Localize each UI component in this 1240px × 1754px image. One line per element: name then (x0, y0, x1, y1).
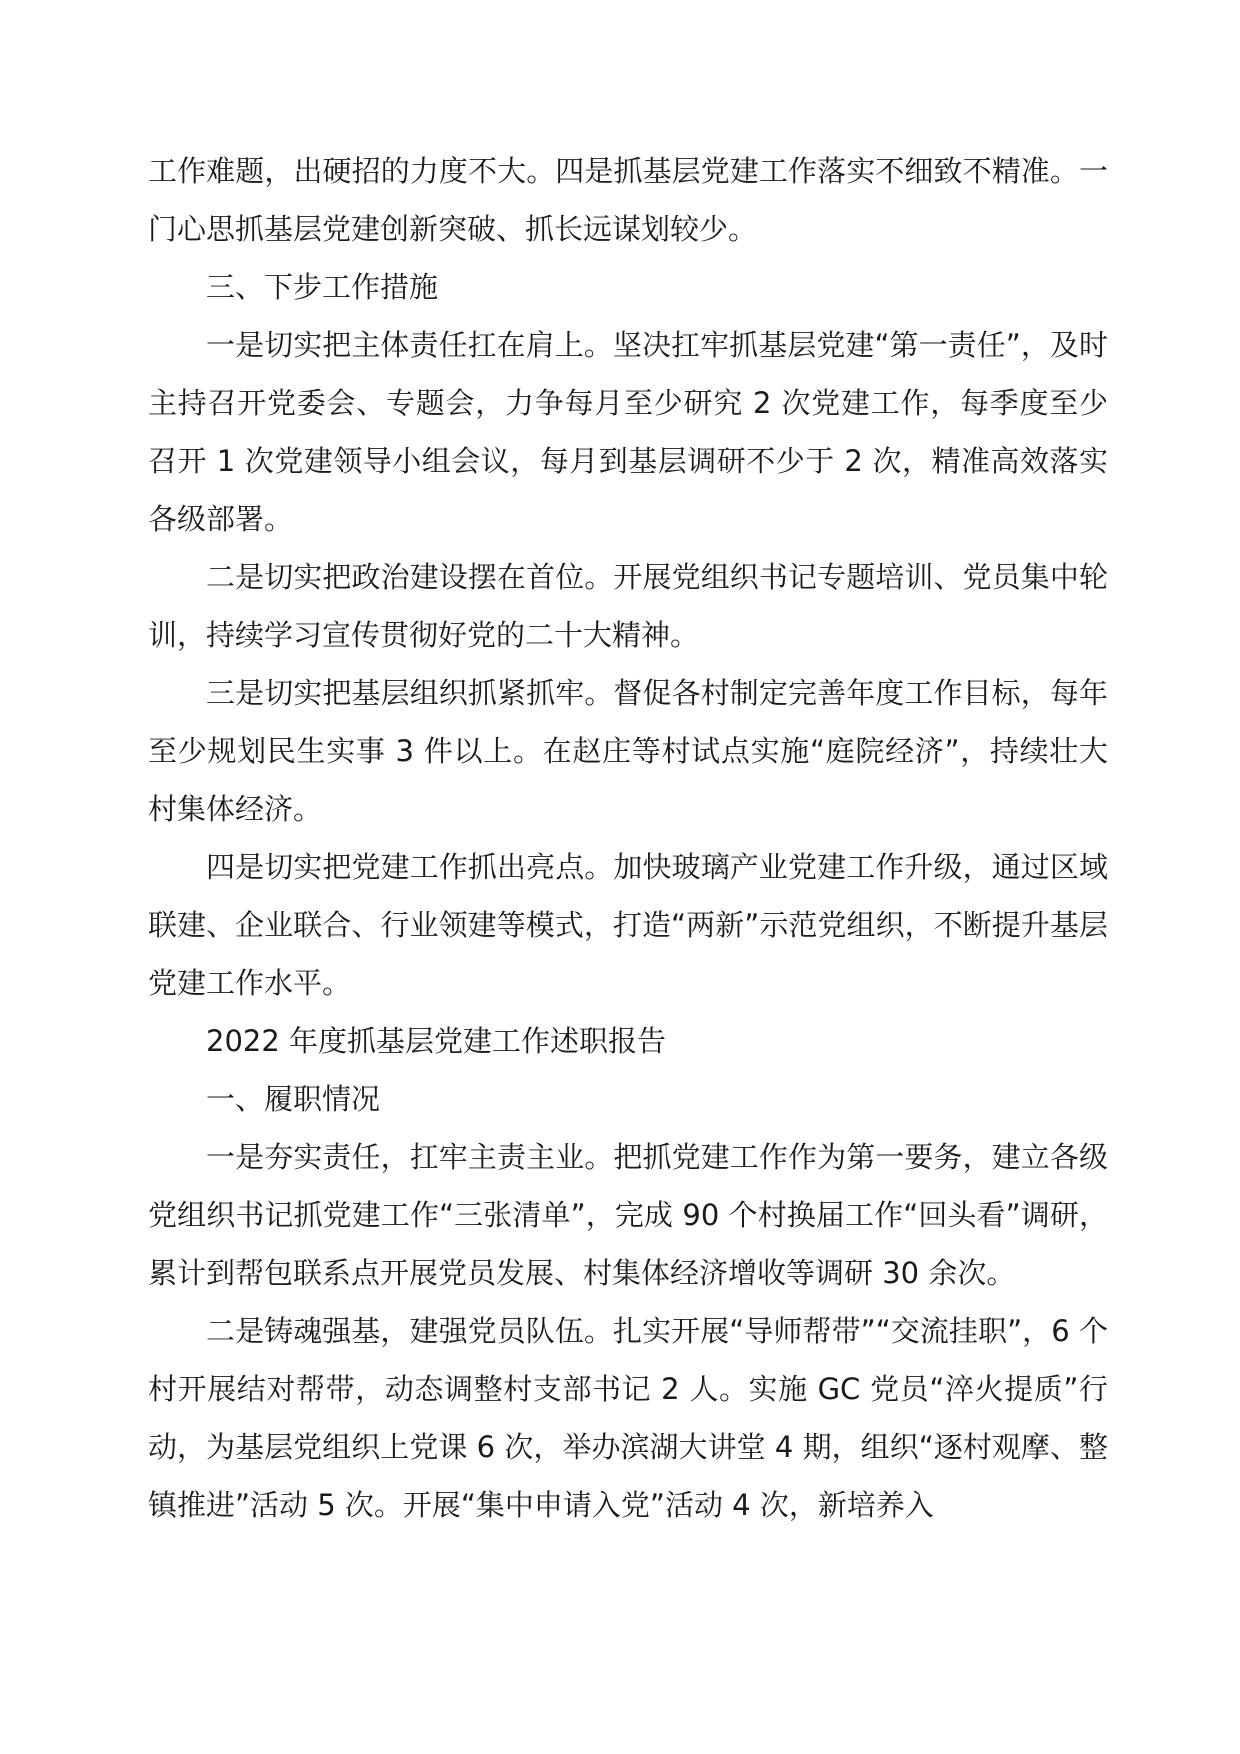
paragraph: 四是切实把党建工作抓出亮点。加快玻璃产业党建工作升级，通过区域联建、企业联合、行业领建等模式，打造“两新”示范党组织，不断提升基层党建工作水平。 (148, 850, 1108, 1000)
report-title: 2022 年度抓基层党建工作述职报告 (206, 1024, 667, 1058)
section-heading: 三、下步工作措施 (206, 270, 439, 304)
paragraph: 三是切实把基层组织抓紧抓牢。督促各村制定完善年度工作目标，每年至少规划民生实事 3 件以上。在赵庄等村试点实施“庭院经济”，持续壮大村集体经济。 (148, 676, 1108, 826)
section-heading: 一、履职情况 (206, 1082, 381, 1116)
document-body (148, 142, 1108, 1534)
paragraph: 一是夯实责任，扛牢主责主业。把抓党建工作作为第一要务，建立各级党组织书记抓党建工作“三张清单”，完成 90 个村换届工作“回头看”调研，累计到帮包联系点开展党员发展、村集体经济增收等调研 30 余次。 (148, 1140, 1108, 1290)
paragraph: 工作难题，出硬招的力度不大。四是抓基层党建工作落实不细致不精准。一门心思抓基层党建创新突破、抓长远谋划较少。 (148, 154, 1108, 246)
paragraph: 二是切实把政治建设摆在首位。开展党组织书记专题培训、党员集中轮训，持续学习宣传贯彻好党的二十大精神。 (148, 560, 1108, 652)
paragraph: 二是铸魂强基，建强党员队伍。扎实开展“导师帮带”“交流挂职”，6 个村开展结对帮带，动态调整村支部书记 2 人。实施 GC 党员“淬火提质”行动，为基层党组织上党课 6 次，举办滨湖大讲堂 4 期，组织“逐村观摩、整镇推进”活动 5 次。开展“集中申请入党”活动 4 次，新培养入 (148, 1314, 1108, 1522)
paragraph: 一是切实把主体责任扛在肩上。坚决扛牢抓基层党建“第一责任”，及时主持召开党委会、专题会，力争每月至少研究 2 次党建工作，每季度至少召开 1 次党建领导小组会议，每月到基层调研不少于 2 次，精准高效落实各级部署。 (148, 328, 1108, 536)
